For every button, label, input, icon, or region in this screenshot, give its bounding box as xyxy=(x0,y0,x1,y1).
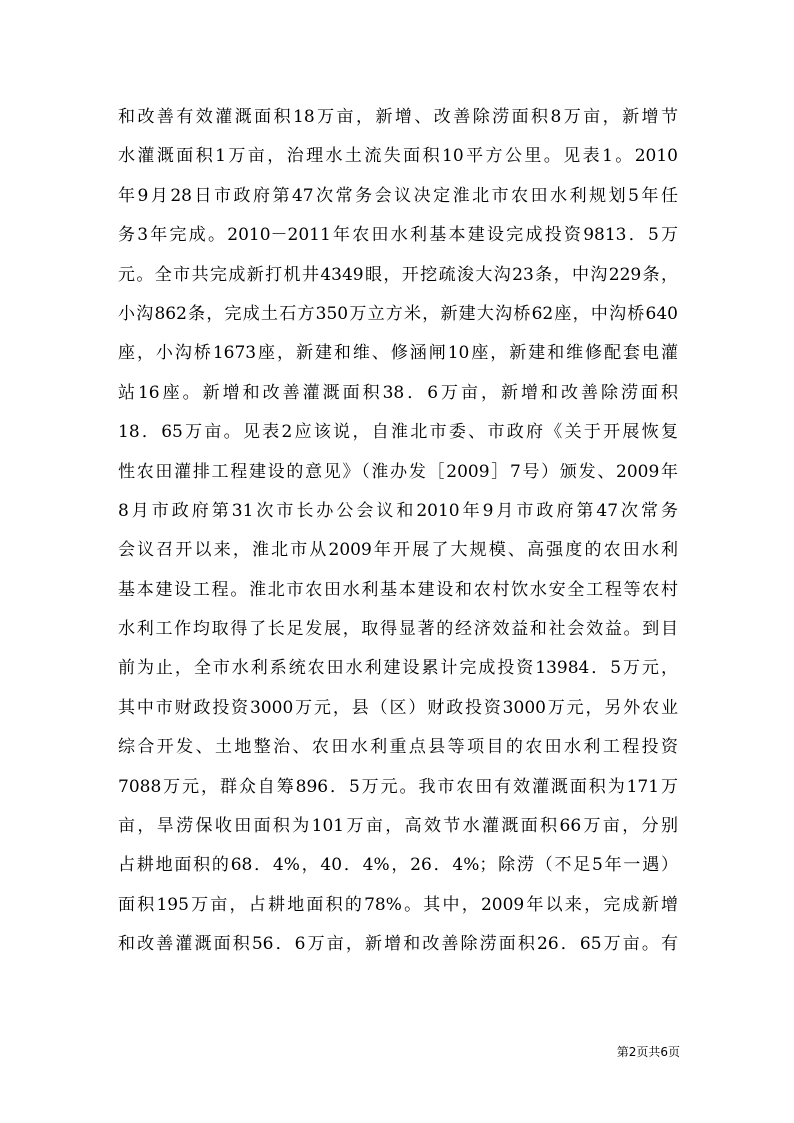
text-line: 7088万元，群众自筹896．5万元。我市农田有效灌溉面积为171万 xyxy=(118,776,678,797)
text-line: 水灌溉面积1万亩，治理水土流失面积10平方公里。见表1。2010 xyxy=(118,146,678,167)
text-line: 其中市财政投资3000万元，县（区）财政投资3000万元，另外农业 xyxy=(118,697,678,718)
text-line: 亩，旱涝保收田面积为101万亩，高效节水灌溉面积66万亩，分别 xyxy=(118,816,678,837)
body-text xyxy=(118,98,678,965)
text-line: 基本建设工程。淮北市农田水利基本建设和农村饮水安全工程等农村 xyxy=(118,579,678,600)
text-line: 和改善有效灌溉面积18万亩，新增、改善除涝面积8万亩，新增节 xyxy=(118,107,678,127)
text-line: 前为止，全市水利系统农田水利建设累计完成投资13984．5万元， xyxy=(118,658,678,679)
text-line: 小沟862条，完成土石方350万立方米，新建大沟桥62座，中沟桥640 xyxy=(118,303,678,324)
text-line: 面积195万亩，占耕地面积的78%。其中，2009年以来，完成新增 xyxy=(118,894,678,915)
text-line: 站16座。新增和改善灌溉面积38．6万亩，新增和改善除涝面积 xyxy=(118,382,678,403)
text-line: 性农田灌排工程建设的意见》（淮办发［2009］7号）颁发、2009年 xyxy=(118,461,678,482)
text-line: 综合开发、土地整治、农田水利重点县等项目的农田水利工程投资 xyxy=(118,737,678,758)
text-line: 8月市政府第31次市长办公会议和2010年9月市政府第47次常务 xyxy=(118,500,678,521)
text-line: 18．65万亩。见表2应该说，自淮北市委、市政府《关于开展恢复 xyxy=(118,422,678,443)
text-line: 和改善灌溉面积56．6万亩，新增和改善除涝面积26．65万亩。有 xyxy=(118,934,678,955)
page-number: 第2页共6页 xyxy=(616,1045,680,1059)
text-line: 占耕地面积的68．4%，40．4%，26．4%；除涝（不足5年一遇） xyxy=(118,855,678,876)
text-line: 年9月28日市政府第47次常务会议决定淮北市农田水利规划5年任 xyxy=(118,185,678,206)
text-line: 座，小沟桥1673座，新建和维、修涵闸10座，新建和维修配套电灌 xyxy=(118,343,678,364)
text-line: 水利工作均取得了长足发展，取得显著的经济效益和社会效益。到目 xyxy=(118,619,678,640)
text-line: 务3年完成。2010－2011年农田水利基本建设完成投资9813．5万 xyxy=(118,225,678,246)
text-line: 元。全市共完成新打机井4349眼，开挖疏浚大沟23条，中沟229条， xyxy=(118,264,678,285)
text-line: 会议召开以来，淮北市从2009年开展了大规模、高强度的农田水利 xyxy=(118,540,678,561)
